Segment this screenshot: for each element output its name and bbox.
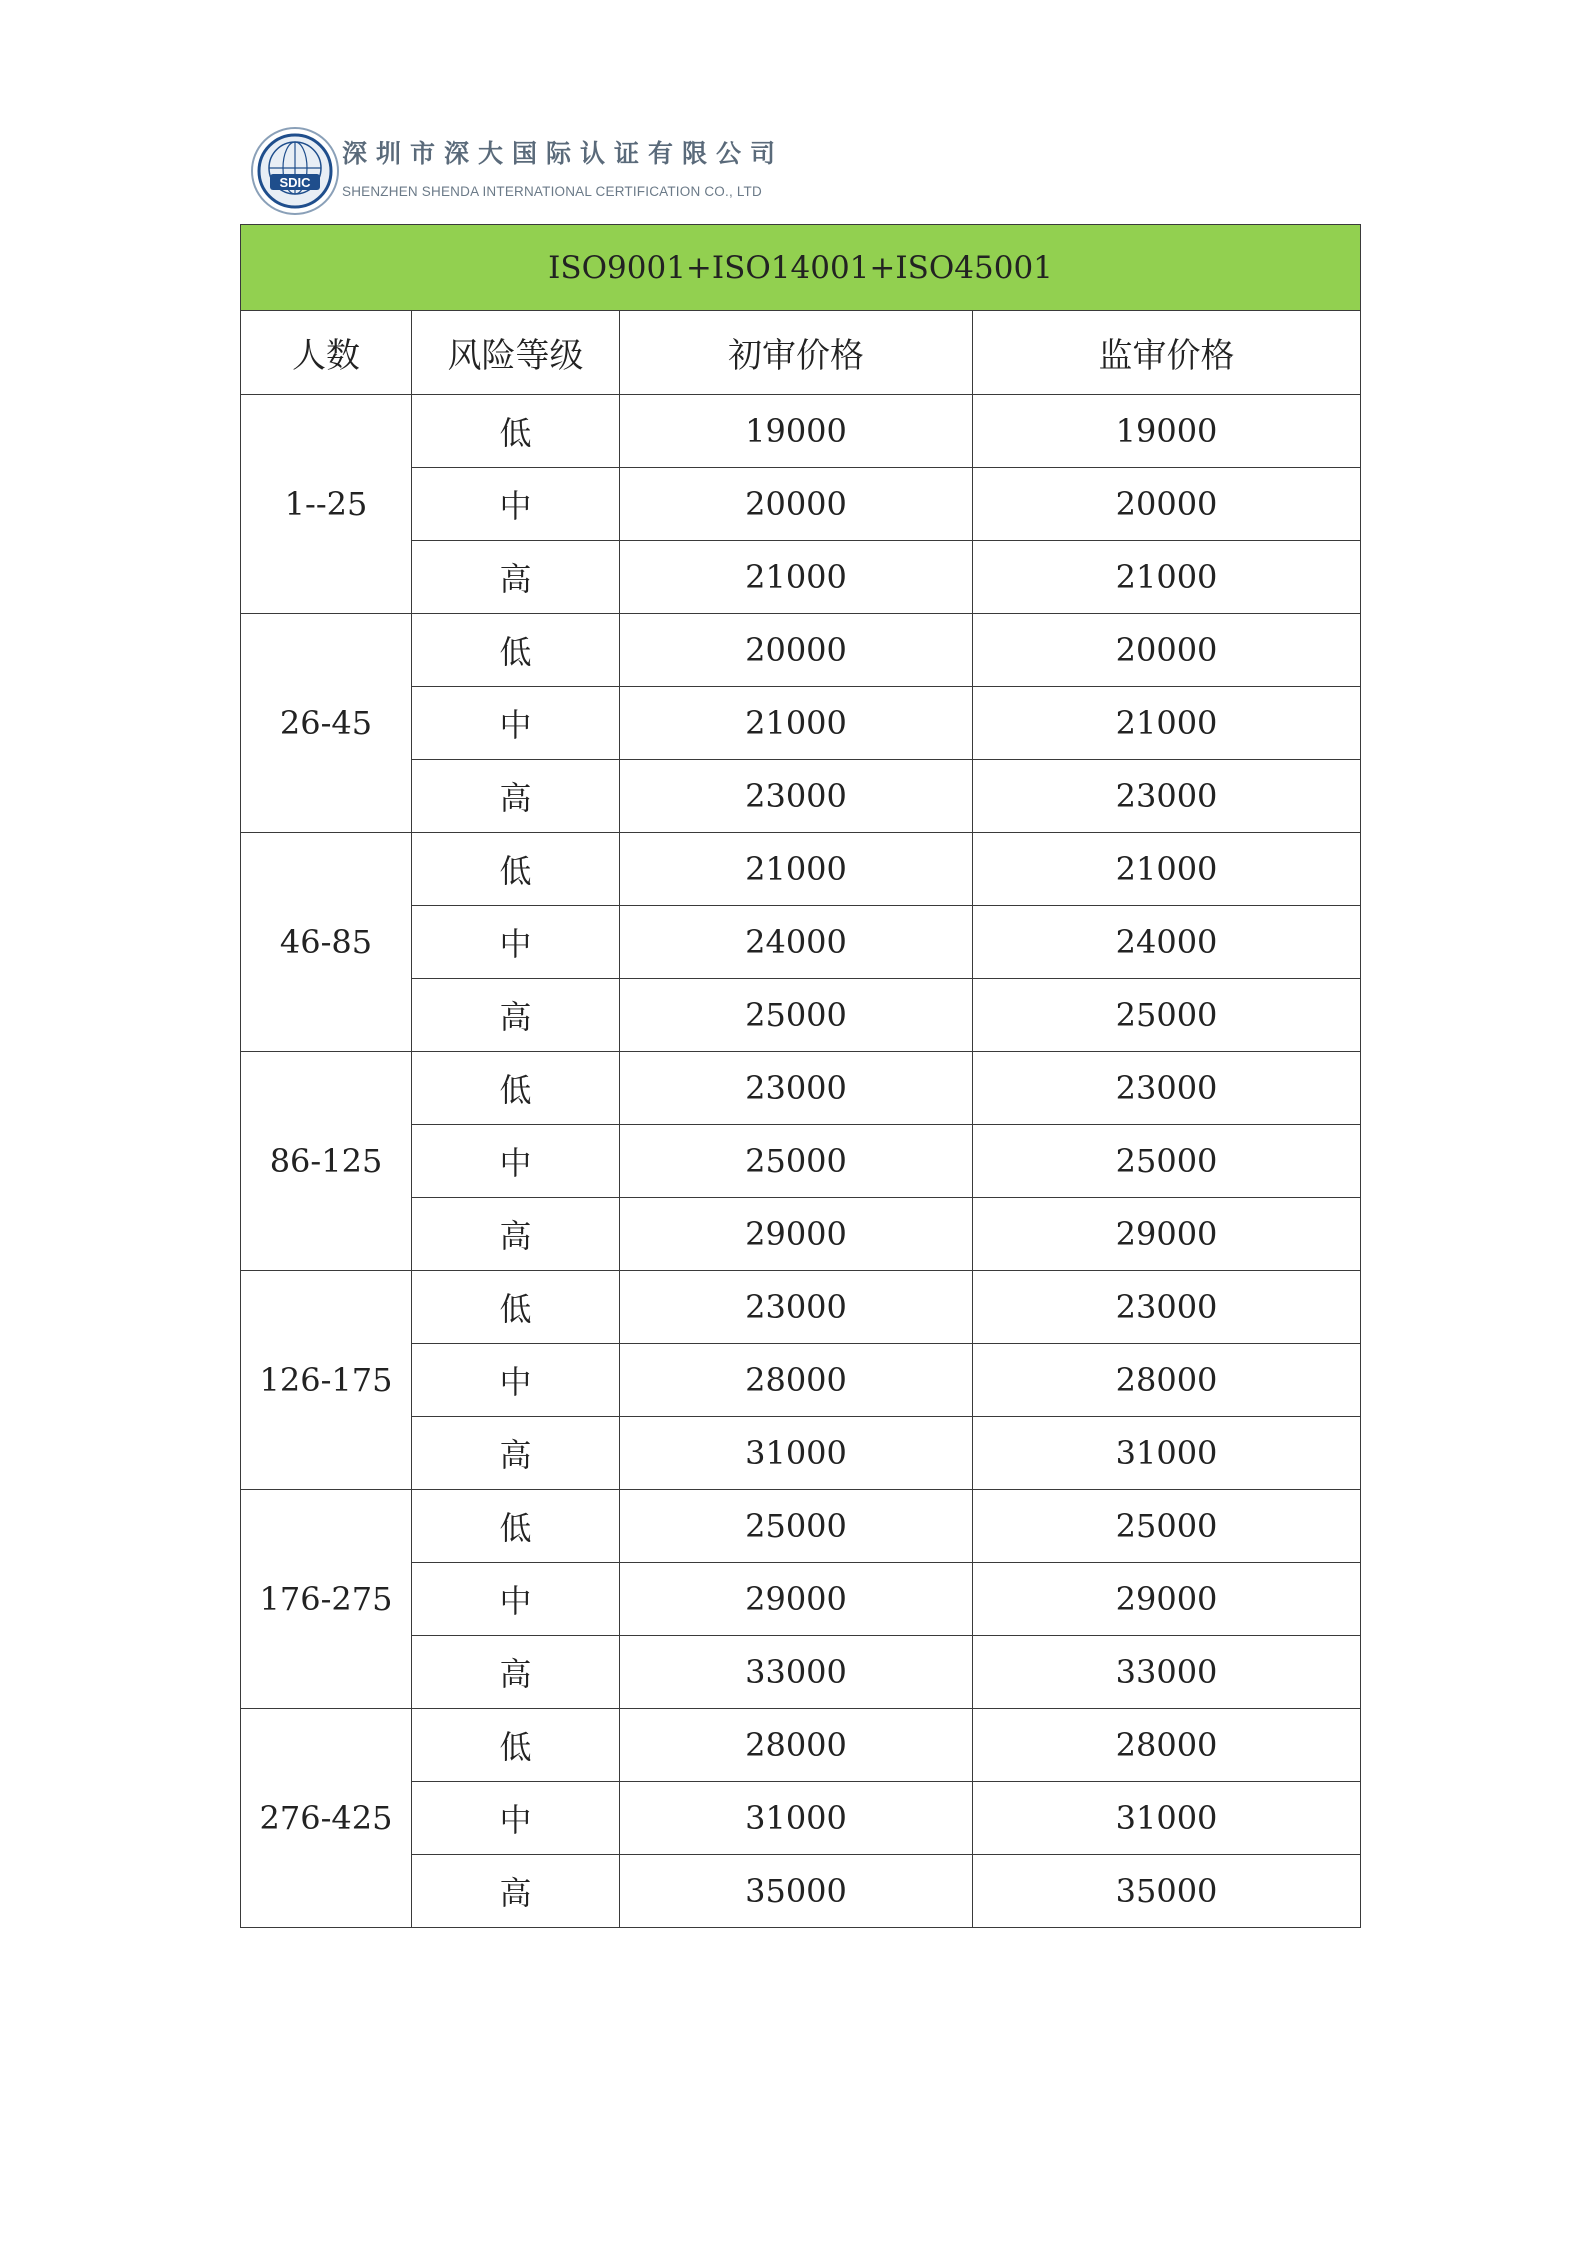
- risk-level-cell: 中: [412, 1344, 620, 1417]
- company-name-en: SHENZHEN SHENDA INTERNATIONAL CERTIFICATION CO., LTD: [342, 184, 762, 199]
- risk-level-cell: 高: [412, 979, 620, 1052]
- risk-level-cell: 高: [412, 1417, 620, 1490]
- risk-level-cell: 中: [412, 1125, 620, 1198]
- surveillance-price-cell: 21000: [973, 833, 1361, 906]
- risk-level-cell: 高: [412, 1855, 620, 1928]
- surveillance-price-cell: 20000: [973, 468, 1361, 541]
- initial-price-cell: 31000: [620, 1417, 973, 1490]
- header-headcount: 人数: [241, 311, 412, 395]
- surveillance-price-cell: 20000: [973, 614, 1361, 687]
- surveillance-price-cell: 28000: [973, 1344, 1361, 1417]
- header-surveillance-price: 监审价格: [973, 311, 1361, 395]
- headcount-range-cell: 86-125: [241, 1052, 412, 1271]
- company-logo-icon: [250, 126, 340, 216]
- headcount-range-cell: 126-175: [241, 1271, 412, 1490]
- initial-price-cell: 31000: [620, 1782, 973, 1855]
- risk-level-cell: 高: [412, 760, 620, 833]
- table-title-row: [241, 225, 1361, 311]
- surveillance-price-cell: 21000: [973, 687, 1361, 760]
- risk-level-cell: 中: [412, 468, 620, 541]
- initial-price-cell: 19000: [620, 395, 973, 468]
- risk-level-cell: 中: [412, 687, 620, 760]
- initial-price-cell: 28000: [620, 1709, 973, 1782]
- surveillance-price-cell: 21000: [973, 541, 1361, 614]
- risk-level-cell: 低: [412, 833, 620, 906]
- initial-price-cell: 23000: [620, 1271, 973, 1344]
- initial-price-cell: 24000: [620, 906, 973, 979]
- surveillance-price-cell: 31000: [973, 1417, 1361, 1490]
- company-name-cn: 深圳市深大国际认证有限公司: [342, 139, 785, 168]
- headcount-range-cell: 1--25: [241, 395, 412, 614]
- table-title: ISO9001+ISO14001+ISO45001: [241, 225, 1361, 311]
- initial-price-cell: 29000: [620, 1198, 973, 1271]
- risk-level-cell: 高: [412, 1198, 620, 1271]
- surveillance-price-cell: 33000: [973, 1636, 1361, 1709]
- price-table: [240, 224, 1361, 1928]
- initial-price-cell: 33000: [620, 1636, 973, 1709]
- risk-level-cell: 低: [412, 614, 620, 687]
- surveillance-price-cell: 25000: [973, 1490, 1361, 1563]
- initial-price-cell: 20000: [620, 468, 973, 541]
- table-row: [241, 614, 1361, 687]
- surveillance-price-cell: 29000: [973, 1563, 1361, 1636]
- surveillance-price-cell: 25000: [973, 979, 1361, 1052]
- table-row: [241, 1052, 1361, 1125]
- initial-price-cell: 23000: [620, 760, 973, 833]
- initial-price-cell: 21000: [620, 833, 973, 906]
- risk-level-cell: 低: [412, 1709, 620, 1782]
- risk-level-cell: 中: [412, 1563, 620, 1636]
- initial-price-cell: 25000: [620, 979, 973, 1052]
- table-row: [241, 833, 1361, 906]
- risk-level-cell: 低: [412, 1271, 620, 1344]
- initial-price-cell: 23000: [620, 1052, 973, 1125]
- initial-price-cell: 35000: [620, 1855, 973, 1928]
- headcount-range-cell: 26-45: [241, 614, 412, 833]
- surveillance-price-cell: 19000: [973, 395, 1361, 468]
- surveillance-price-cell: 35000: [973, 1855, 1361, 1928]
- surveillance-price-cell: 31000: [973, 1782, 1361, 1855]
- table-row: [241, 1490, 1361, 1563]
- surveillance-price-cell: 25000: [973, 1125, 1361, 1198]
- risk-level-cell: 中: [412, 906, 620, 979]
- header-risk-level: 风险等级: [412, 311, 620, 395]
- table-row: [241, 1271, 1361, 1344]
- headcount-range-cell: 276-425: [241, 1709, 412, 1928]
- surveillance-price-cell: 28000: [973, 1709, 1361, 1782]
- initial-price-cell: 25000: [620, 1125, 973, 1198]
- table-row: [241, 395, 1361, 468]
- initial-price-cell: 21000: [620, 687, 973, 760]
- initial-price-cell: 29000: [620, 1563, 973, 1636]
- initial-price-cell: 20000: [620, 614, 973, 687]
- risk-level-cell: 低: [412, 395, 620, 468]
- risk-level-cell: 低: [412, 1052, 620, 1125]
- headcount-range-cell: 46-85: [241, 833, 412, 1052]
- risk-level-cell: 低: [412, 1490, 620, 1563]
- risk-level-cell: 高: [412, 541, 620, 614]
- table-row: [241, 1709, 1361, 1782]
- headcount-range-cell: 176-275: [241, 1490, 412, 1709]
- surveillance-price-cell: 23000: [973, 760, 1361, 833]
- surveillance-price-cell: 23000: [973, 1271, 1361, 1344]
- svg-text:SDIC: SDIC: [279, 175, 311, 190]
- table-header-row: [241, 311, 1361, 395]
- risk-level-cell: 高: [412, 1636, 620, 1709]
- surveillance-price-cell: 23000: [973, 1052, 1361, 1125]
- surveillance-price-cell: 24000: [973, 906, 1361, 979]
- initial-price-cell: 28000: [620, 1344, 973, 1417]
- initial-price-cell: 25000: [620, 1490, 973, 1563]
- surveillance-price-cell: 29000: [973, 1198, 1361, 1271]
- header-initial-price: 初审价格: [620, 311, 973, 395]
- risk-level-cell: 中: [412, 1782, 620, 1855]
- letterhead: [250, 124, 950, 220]
- initial-price-cell: 21000: [620, 541, 973, 614]
